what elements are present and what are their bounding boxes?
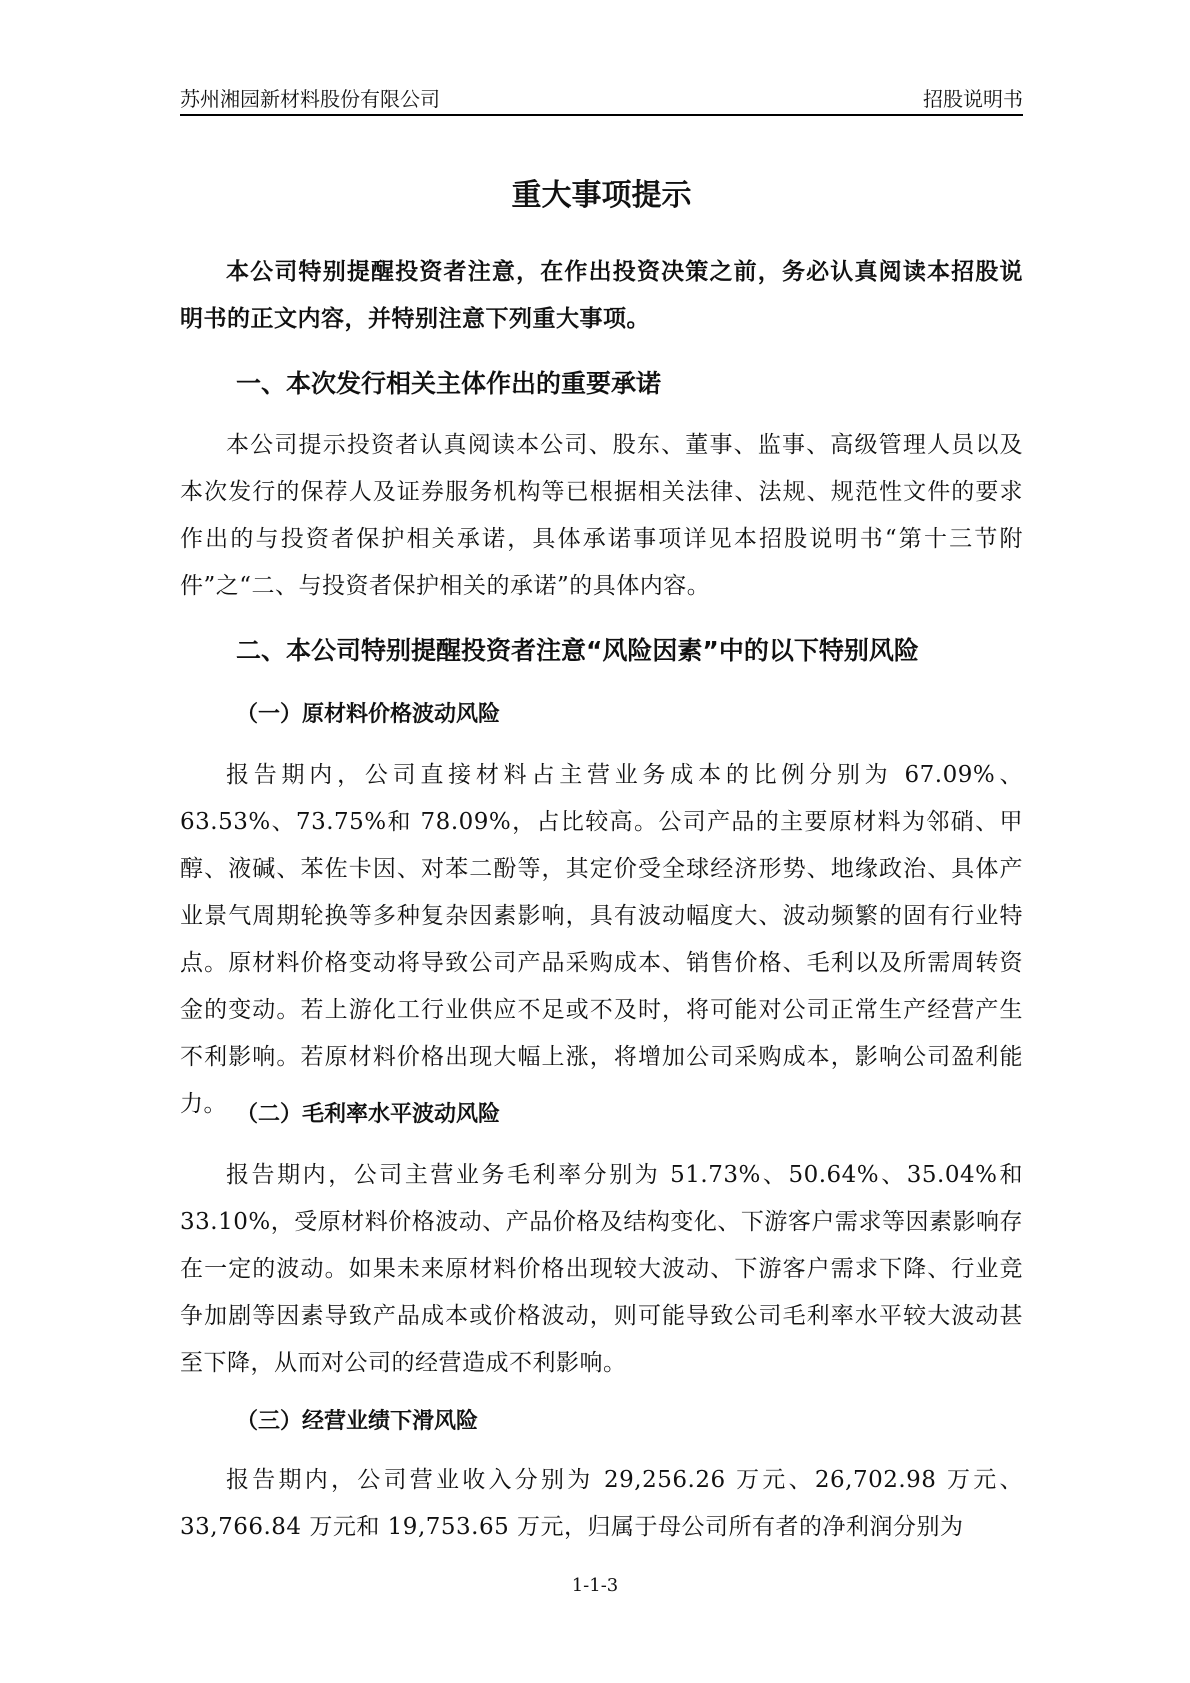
risk3-body: 报告期内，公司营业收入分别为 29,256.26 万元、26,702.98 万元、33,766.84 万元和 19,753.65 万元，归属于母公司所有者的净利润分别为	[180, 1467, 1023, 1540]
header-doc-type: 招股说明书	[923, 87, 1023, 111]
risk2-heading: （二）毛利率水平波动风险	[236, 1102, 501, 1127]
section1-body: 本公司提示投资者认真阅读本公司、股东、董事、监事、高级管理人员以及本次发行的保荐人及证券服务机构等已根据相关法律、法规、规范性文件的要求作出的与投资者保护相关承诺，具体承诺事项详见本招股说明书“第十三节附件”之“二、与投资者保护相关的承诺”的具体内容。	[180, 432, 1023, 599]
risk2-body: 报告期内，公司主营业务毛利率分别为 51.73%、50.64%、35.04%和 33.10%，受原材料价格波动、产品价格及结构变化、下游客户需求等因素影响存在一定的波动。如果未来原材料价格出现较大波动、下游客户需求下降、行业竞争加剧等因素导致产品成本或价格波动，则可能导致公司毛利率水平较大波动甚至下降，从而对公司的经营造成不利影响。	[180, 1162, 1023, 1376]
risk1-body: 报告期内，公司直接材料占主营业务成本的比例分别为 67.09%、63.53%、73.75%和 78.09%，占比较高。公司产品的主要原材料为邻硝、甲醇、液碱、苯佐卡因、对苯二酚等，其定价受全球经济形势、地缘政治、具体产业景气周期轮换等多种复杂因素影响，具有波动幅度大、波动频繁的固有行业特点。原材料价格变动将导致公司产品采购成本、销售价格、毛利以及所需周转资金的变动。若上游化工行业供应不足或不及时，将可能对公司正常生产经营产生不利影响。若原材料价格出现大幅上涨，将增加公司采购成本，影响公司盈利能力。	[180, 762, 1023, 1117]
page-number: 1-1-3	[571, 1575, 619, 1596]
intro-paragraph: 本公司特别提醒投资者注意，在作出投资决策之前，务必认真阅读本招股说明书的正文内容，并特别注意下列重大事项。	[180, 259, 1023, 332]
header-company: 苏州湘园新材料股份有限公司	[180, 87, 440, 111]
section2-heading: 二、本公司特别提醒投资者注意“风险因素”中的以下特别风险	[236, 636, 919, 665]
page-title: 重大事项提示	[511, 178, 692, 213]
page-header	[180, 84, 1023, 116]
risk3-heading: （三）经营业绩下滑风险	[236, 1409, 479, 1434]
risk1-heading: （一）原材料价格波动风险	[236, 702, 501, 727]
section1-heading: 一、本次发行相关主体作出的重要承诺	[236, 369, 662, 398]
